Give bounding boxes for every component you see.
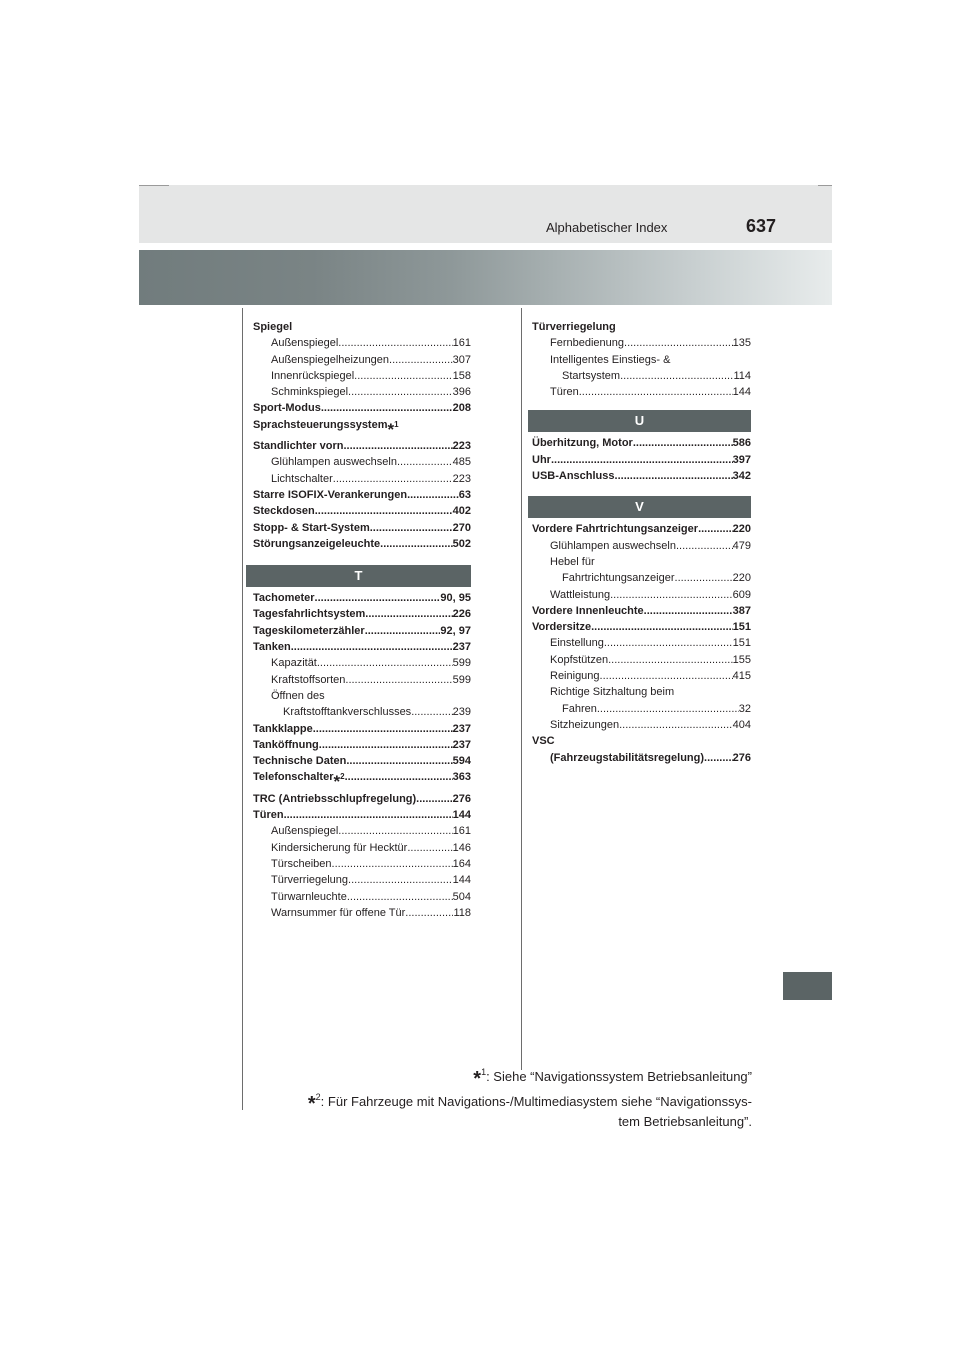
dot-leader: [348, 872, 453, 888]
index-entry-term: Technische Daten: [253, 755, 347, 768]
dot-leader: [615, 468, 733, 484]
dot-leader: [347, 889, 453, 905]
index-entry-term: Türverriegelung: [271, 874, 349, 887]
index-entry-term: Standlichter vorn: [253, 440, 344, 453]
index-entry-term: (Fahrzeugstabilitätsregelung): [550, 751, 705, 764]
index-entry-page: 90, 95: [440, 592, 471, 605]
index-entry: [532, 554, 751, 570]
index-entry-term: Hebel für: [550, 555, 595, 568]
index-entry: [532, 368, 751, 384]
left-margin-rule: [242, 308, 243, 1110]
index-entry-page: 146: [452, 841, 471, 854]
index-entry-page: 237: [452, 738, 471, 751]
index-entry-term: Tageskilometerzähler: [253, 624, 365, 637]
dot-leader: [333, 471, 453, 487]
thumb-index-tab: [783, 972, 832, 1000]
index-entry-page: 479: [732, 539, 751, 552]
index-entry: [532, 384, 751, 400]
index-entry-term: Glühlampen auswechseln: [550, 539, 676, 552]
index-entry-page: 155: [732, 653, 751, 666]
index-entry-page: 502: [452, 537, 471, 550]
index-entry-page: 237: [452, 722, 471, 735]
index-entry-page: 118: [453, 906, 471, 919]
index-entry: [253, 672, 471, 688]
index-entry-page: 237: [452, 641, 471, 654]
dot-leader: [551, 452, 733, 468]
dot-leader: [345, 769, 453, 790]
dot-leader: [291, 639, 453, 655]
dot-leader: [332, 856, 453, 872]
index-entry-term: Kraftstofftankverschlusses: [283, 706, 412, 719]
index-entry: [532, 587, 751, 603]
index-entry-term: Tanken: [253, 641, 291, 654]
right-index-column: [532, 319, 751, 766]
index-entry-term: Kapazität: [271, 657, 317, 670]
index-entry-term: Überhitzung, Motor: [532, 437, 633, 450]
dot-leader: [370, 520, 453, 536]
index-entry-term: USB-Anschluss: [532, 470, 615, 483]
header-rule-right: [818, 185, 832, 186]
section-title: Alphabetischer Index: [546, 220, 668, 235]
index-entry-page: 415: [732, 670, 751, 683]
index-entry-term: Warnsummer für offene Tür: [271, 906, 406, 919]
dot-leader: [315, 503, 453, 519]
index-entry: [253, 688, 471, 704]
index-entry-page: 599: [452, 657, 471, 670]
dot-leader: [321, 400, 453, 416]
index-entry-term: Türen: [253, 809, 284, 822]
index-entry: [532, 717, 751, 733]
index-entry-term: Innenrückspiegel: [271, 369, 355, 382]
index-entry-page: 276: [732, 751, 751, 764]
index-entry-term: TRC (Antriebsschlupfregelung): [253, 792, 417, 805]
dot-leader: [397, 454, 453, 470]
dot-leader: [644, 603, 733, 619]
dot-leader: [411, 704, 452, 720]
index-entry: [532, 452, 751, 468]
letter-bar-t: T: [246, 565, 471, 587]
index-group-t: [253, 590, 471, 921]
dot-leader: [405, 905, 453, 921]
index-entry-page: 158: [452, 369, 471, 382]
index-entry-term: Vordersitze: [532, 621, 592, 634]
index-entry: [253, 905, 471, 921]
dot-leader: [407, 840, 452, 856]
dot-leader: [319, 737, 453, 753]
index-entry: [532, 570, 751, 586]
dot-leader: [610, 587, 733, 603]
index-entry-term: Tankklappe: [253, 722, 313, 735]
index-entry-term: Sitzheizungen: [550, 718, 620, 731]
index-entry-term: Schminkspiegel: [271, 386, 349, 399]
index-entry-term: Türwarnleuchte: [271, 890, 347, 903]
index-entry: [253, 889, 471, 905]
dot-leader: [591, 619, 733, 635]
dot-leader: [604, 635, 733, 651]
index-entry-page: 485: [452, 456, 471, 469]
dot-leader: [313, 721, 453, 737]
index-entry: [532, 750, 751, 766]
footnote-1-star: *: [473, 1068, 482, 1090]
dot-leader: [675, 570, 733, 586]
index-entry-page: 397: [732, 453, 751, 466]
index-group-u: [532, 435, 751, 484]
dot-leader: [633, 435, 733, 451]
index-entry: [253, 840, 471, 856]
footnotes: [232, 1063, 752, 1131]
dot-leader: [338, 823, 452, 839]
index-entry-term: Außenspiegel: [271, 337, 339, 350]
index-entry-page: 270: [452, 521, 471, 534]
index-entry: [532, 668, 751, 684]
index-entry-term: Stopp- & Start-System: [253, 521, 370, 534]
dot-leader: [380, 536, 453, 552]
index-entry-term: Fahrtrichtungsanzeiger: [562, 572, 675, 585]
index-entry: [253, 536, 471, 552]
dot-leader: [348, 384, 453, 400]
footnote-marker: *$^1$: [387, 419, 399, 439]
dot-leader: [315, 590, 441, 606]
index-entry-term: Telefonschalter: [253, 771, 334, 784]
header-band: [139, 185, 832, 243]
dot-leader: [676, 538, 733, 554]
index-group-s: [253, 319, 471, 552]
letter-bar-v: V: [528, 496, 751, 518]
index-entry: [532, 635, 751, 651]
footnote-marker: *$^2$: [333, 772, 345, 792]
index-entry-page: 144: [452, 874, 471, 887]
dot-leader: [619, 717, 733, 733]
index-entry: [253, 417, 471, 438]
index-entry: [253, 400, 471, 416]
index-entry-page: 402: [452, 505, 471, 518]
dot-leader: [284, 807, 453, 823]
index-entry: [253, 737, 471, 753]
index-entry-page: 208: [452, 402, 471, 415]
index-entry: [532, 335, 751, 351]
index-entry-page: 276: [452, 792, 471, 805]
dot-leader: [317, 655, 453, 671]
index-entry: [253, 856, 471, 872]
index-entry: [253, 721, 471, 737]
index-entry: [253, 384, 471, 400]
index-entry-term: Lichtschalter: [271, 472, 333, 485]
index-entry: [253, 319, 471, 335]
index-entry: [253, 487, 471, 503]
index-entry-term: Reinigung: [550, 670, 600, 683]
index-entry-page: 396: [452, 386, 471, 399]
dot-leader: [704, 750, 733, 766]
dot-leader: [343, 438, 452, 454]
dot-leader: [620, 368, 733, 384]
index-entry: [532, 733, 751, 749]
dot-leader: [338, 335, 452, 351]
index-entry: [253, 438, 471, 454]
index-entry: [253, 639, 471, 655]
title-gradient-bar: [139, 250, 832, 305]
index-entry: [532, 619, 751, 635]
index-entry-page: 161: [452, 337, 471, 350]
index-entry-page: 135: [732, 337, 751, 350]
index-entry-page: 404: [732, 718, 751, 731]
index-entry: [253, 807, 471, 823]
index-entry-page: 307: [452, 353, 471, 366]
index-entry-term: Intelligentes Einstiegs- &: [550, 353, 671, 366]
left-index-column: [253, 319, 471, 921]
index-entry-page: 504: [452, 890, 471, 903]
index-group-t-continued: [532, 319, 751, 400]
index-entry-page: 609: [732, 588, 751, 601]
index-entry: [253, 753, 471, 769]
header-rule-left: [139, 185, 169, 186]
index-entry: [532, 701, 751, 717]
index-entry: [253, 368, 471, 384]
column-divider: [521, 308, 522, 1070]
index-entry: [253, 503, 471, 519]
index-group-v: [532, 521, 751, 765]
index-entry: [253, 623, 471, 639]
footnote-2-text-line1: : Für Fahrzeuge mit Navigations-/Multimediasystem siehe “Navigationssys-: [320, 1094, 752, 1109]
index-entry: [253, 335, 471, 351]
footnote-2-star: *: [307, 1093, 316, 1115]
index-entry-page: 32: [738, 702, 751, 715]
dot-leader: [365, 606, 452, 622]
index-entry: [253, 655, 471, 671]
index-entry-page: 223: [452, 472, 471, 485]
index-entry: [532, 684, 751, 700]
footnote-1-text: : Siehe “Navigationssystem Betriebsanleitung”: [486, 1069, 752, 1084]
dot-leader: [365, 623, 441, 639]
index-entry-term: Vordere Innenleuchte: [532, 604, 644, 617]
index-entry-page: 220: [732, 523, 751, 536]
index-entry: [532, 319, 751, 335]
index-entry-term: Fernbedienung: [550, 337, 625, 350]
dot-leader: [624, 335, 733, 351]
index-entry-term: Glühlampen auswechseln: [271, 456, 397, 469]
index-entry: [253, 590, 471, 606]
index-entry-page: 144: [732, 386, 751, 399]
index-entry: [253, 606, 471, 622]
index-entry-page: 220: [732, 572, 751, 585]
index-entry-term: Spiegel: [253, 321, 293, 333]
index-entry-page: 342: [732, 470, 751, 483]
dot-leader: [407, 487, 459, 503]
dot-leader: [698, 521, 733, 537]
dot-leader: [608, 652, 733, 668]
index-entry: [253, 520, 471, 536]
index-entry-page: 63: [458, 488, 471, 501]
footnote-1: [232, 1063, 752, 1088]
index-entry: [532, 538, 751, 554]
index-entry-term: Tachometer: [253, 592, 315, 605]
dot-leader: [600, 668, 733, 684]
dot-leader: [389, 352, 453, 368]
index-entry-page: 363: [452, 771, 471, 784]
index-entry: [253, 823, 471, 839]
index-entry-term: Uhr: [532, 453, 551, 466]
index-entry: [532, 352, 751, 368]
index-entry-term: Sport-Modus: [253, 402, 321, 415]
index-entry-term: Steckdosen: [253, 505, 315, 518]
index-entry-term: Vordere Fahrtrichtungsanzeiger: [532, 523, 699, 536]
index-entry-term: VSC: [532, 735, 555, 748]
index-entry-term: Kindersicherung für Hecktür: [271, 841, 408, 854]
index-entry: [532, 435, 751, 451]
index-entry-page: 114: [733, 369, 751, 382]
index-entry-page: 387: [732, 604, 751, 617]
index-entry-page: 594: [452, 755, 471, 768]
index-entry-term: Kopfstützen: [550, 653, 609, 666]
dot-leader: [346, 753, 452, 769]
index-entry-page: 239: [452, 706, 471, 719]
index-entry: [253, 454, 471, 470]
index-entry-term: Tagesfahrlichtsystem: [253, 608, 366, 621]
index-entry-page: 151: [732, 621, 751, 634]
index-entry-page: 223: [452, 440, 471, 453]
index-entry-term: Türverriegelung: [532, 321, 616, 333]
index-entry-page: 92, 97: [440, 624, 471, 637]
index-entry-page: 586: [732, 437, 751, 450]
dot-leader: [345, 672, 452, 688]
index-entry: [532, 603, 751, 619]
index-entry-term: Starre ISOFIX-Verankerungen: [253, 488, 408, 501]
footnote-2-number: 2: [315, 1092, 321, 1102]
index-entry-page: 151: [732, 637, 751, 650]
index-entry-term: Außenspiegelheizungen: [271, 353, 390, 366]
index-entry: [253, 704, 471, 720]
index-entry: [253, 791, 471, 807]
index-entry-term: Startsystem: [562, 369, 621, 382]
index-entry-term: Fahren: [562, 702, 597, 715]
index-entry-term: Wattleistung: [550, 588, 611, 601]
index-entry: [532, 652, 751, 668]
index-entry: [532, 468, 751, 484]
index-entry: [253, 769, 471, 790]
index-entry-term: Richtige Sitzhaltung beim: [550, 686, 675, 699]
page-number: 637: [746, 216, 777, 236]
dot-leader: [354, 368, 452, 384]
index-entry-term: Kraftstoffsorten: [271, 673, 346, 686]
index-entry-page: 164: [452, 857, 471, 870]
footnote-1-number: 1: [481, 1067, 487, 1077]
index-entry-page: 161: [452, 825, 471, 838]
index-entry-term: Sprachsteuerungssystem: [253, 418, 388, 431]
index-entry-term: Störungsanzeigeleuchte: [253, 537, 381, 550]
index-entry: [253, 352, 471, 368]
dot-leader: [579, 384, 733, 400]
index-entry-term: Öffnen des: [271, 689, 325, 702]
dot-leader: [597, 701, 739, 717]
index-entry-page: 226: [452, 608, 471, 621]
index-entry-term: Türen: [550, 386, 579, 399]
dot-leader: [416, 791, 452, 807]
index-entry-term: Außenspiegel: [271, 825, 339, 838]
footnote-2-continuation: tem Betriebsanleitung”.: [618, 1114, 752, 1129]
index-entry: [532, 521, 751, 537]
index-entry-page: 599: [452, 673, 471, 686]
index-entry-page: 144: [452, 809, 471, 822]
index-entry: [253, 471, 471, 487]
index-entry-term: Tanköffnung: [253, 738, 319, 751]
footnote-2: [232, 1088, 752, 1113]
index-entry-term: Türscheiben: [271, 857, 332, 870]
letter-bar-u: U: [528, 410, 751, 432]
index-entry: [253, 872, 471, 888]
index-entry-term: Einstellung: [550, 637, 604, 650]
